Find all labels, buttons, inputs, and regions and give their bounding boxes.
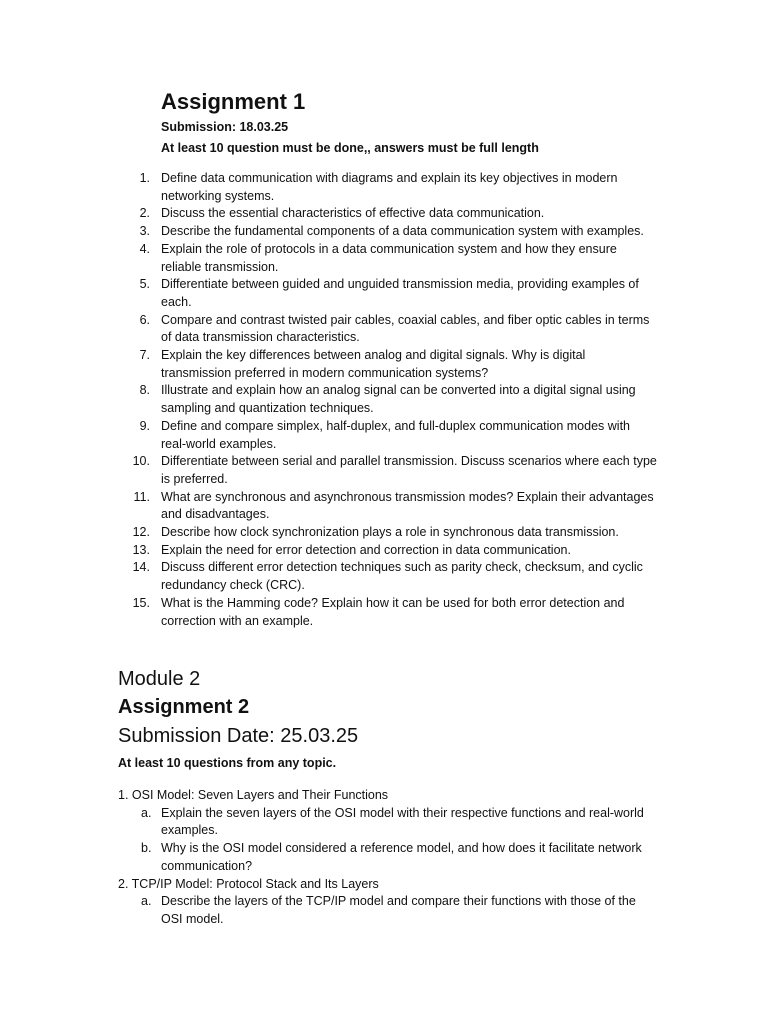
assignment-1-title: Assignment 1 — [161, 89, 306, 114]
question-item — [118, 453, 658, 488]
question-item — [118, 382, 658, 417]
topic-item — [118, 787, 658, 876]
sub-question-letter: a. — [141, 894, 152, 909]
question-item — [118, 241, 658, 276]
assignment-1-question-list — [118, 170, 658, 630]
question-text: Define and compare simplex, half-duplex, and full-duplex communication modes with real-world examples. — [161, 418, 630, 451]
question-number: 6. — [139, 312, 150, 327]
question-item — [118, 418, 658, 453]
question-text: Explain the role of protocols in a data communication system and how they ensure reliable transmission. — [161, 241, 617, 274]
question-item — [118, 347, 658, 382]
question-number: 15. — [132, 595, 150, 610]
question-item — [118, 170, 658, 205]
question-item — [118, 542, 658, 560]
sub-question-text: Why is the OSI model considered a reference model, and how does it facilitate network communication? — [161, 841, 642, 873]
question-item — [118, 276, 658, 311]
question-item — [118, 205, 658, 223]
question-number: 2. — [139, 206, 150, 221]
assignment-2-header — [118, 666, 678, 772]
question-text: What is the Hamming code? Explain how it can be used for both error detection and correction with an example. — [161, 595, 625, 628]
sub-question-item — [118, 840, 658, 875]
assignment-1-requirement: At least 10 question must be done,, answers must be full length — [161, 141, 539, 155]
question-number: 3. — [139, 224, 150, 239]
question-item — [118, 489, 658, 524]
sub-question-letter: a. — [141, 805, 152, 820]
module-heading: Module 2 — [118, 668, 201, 690]
question-number: 10. — [132, 454, 150, 469]
topic-heading: 2. TCP/IP Model: Protocol Stack and Its Layers — [118, 876, 379, 891]
question-number: 4. — [139, 241, 150, 256]
question-number: 12. — [132, 525, 150, 540]
question-number: 5. — [139, 277, 150, 292]
assignment-1-submission: Submission: 18.03.25 — [161, 120, 289, 134]
topic-heading: 1. OSI Model: Seven Layers and Their Functions — [118, 788, 389, 802]
sub-question-list — [118, 805, 658, 876]
sub-question-item — [118, 805, 658, 840]
question-item — [118, 223, 658, 241]
question-text: Explain the need for error detection and correction in data communication. — [161, 542, 571, 557]
question-number: 7. — [139, 348, 150, 363]
question-text: What are synchronous and asynchronous transmission modes? Explain their advantages and disadvantages. — [161, 489, 654, 522]
question-text: Explain the key differences between analog and digital signals. Why is digital transmission preferred in modern communication systems? — [161, 348, 586, 380]
question-number: 8. — [139, 383, 150, 398]
question-text: Describe how clock synchronization plays a role in synchronous data transmission. — [161, 525, 619, 540]
question-text: Compare and contrast twisted pair cables, coaxial cables, and fiber optic cables in terms of data transmission characteristics. — [161, 312, 650, 345]
question-number: 9. — [139, 418, 150, 433]
sub-question-text: Explain the seven layers of the OSI model with their respective functions and real-world examples. — [161, 805, 644, 838]
question-number: 13. — [132, 542, 150, 557]
question-text: Differentiate between guided and unguided transmission media, providing examples of each. — [161, 277, 639, 309]
question-number: 14. — [132, 560, 150, 575]
question-text: Illustrate and explain how an analog signal can be converted into a digital signal using sampling and quantization techniques. — [161, 383, 636, 416]
sub-question-text: Describe the layers of the TCP/IP model and compare their functions with those of the OSI model. — [161, 894, 636, 926]
question-item — [118, 595, 658, 630]
question-number: 11. — [133, 489, 150, 504]
assignment-2-title: Assignment 2 — [118, 696, 250, 718]
question-number: 1. — [139, 171, 150, 185]
question-item — [118, 524, 658, 542]
question-item — [118, 312, 658, 347]
assignment-2-topic-list — [118, 787, 658, 929]
assignment-1-header — [161, 88, 681, 158]
sub-question-list — [118, 893, 658, 928]
sub-question-item — [118, 893, 658, 928]
question-text: Define data communication with diagrams and explain its key objectives in modern networking systems. — [161, 171, 618, 203]
topic-item — [118, 876, 658, 929]
question-text: Discuss the essential characteristics of effective data communication. — [161, 206, 545, 221]
assignment-2-submission: Submission Date: 25.03.25 — [118, 725, 359, 747]
assignment-2-requirement: At least 10 questions from any topic. — [118, 756, 337, 770]
sub-question-letter: b. — [141, 841, 152, 856]
question-text: Describe the fundamental components of a data communication system with examples. — [161, 224, 644, 239]
question-text: Differentiate between serial and parallel transmission. Discuss scenarios where each type is preferred. — [161, 454, 657, 486]
question-item — [118, 559, 658, 594]
question-text: Discuss different error detection techniques such as parity check, checksum, and cyclic redundancy check (CRC). — [161, 560, 643, 593]
